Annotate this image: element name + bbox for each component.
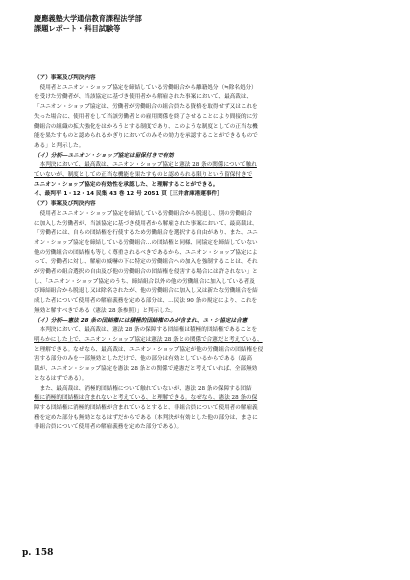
- text-line: って、労働者に対し、解雇の威嚇の下に特定の労働組合への加入を強制することは、それ: [34, 259, 258, 266]
- text-line: ある」と判示した。: [34, 142, 85, 149]
- text-line: 成した者について使用者の解雇義務を定める部分は、…民法 90 条の規定により、これを: [34, 298, 258, 305]
- text-line: となるはずである）。: [34, 375, 88, 382]
- text-line: 務を定めた部分も無効となるはずだからである（本判決が有効とした他の部分は、まさに: [34, 414, 258, 421]
- document-header: [34, 14, 142, 34]
- text-line: 「ユニオン・ショップ協定は、労働者が労働組合の組合員たる資格を取得せず又はこれを: [34, 104, 258, 111]
- text-line: ていないが、制度としての正当な機能を果たすものと認められる限りという留保付きで: [34, 172, 253, 179]
- text-line: と理解できる。なぜなら、最高裁は、ユニオン・ショップ協定が他の労働組合の団結権を侵: [34, 346, 264, 353]
- text-line: 障する団結権に消極的団結権が含まれているとすると、非組合員について使用者の解雇義: [34, 404, 258, 411]
- text-line: 無効と解すべきである（憲法 28 条参照）」と判示した。: [34, 307, 177, 314]
- text-line: ユニオン・ショップ協定の有効性を承認した、と理解することができる。: [34, 181, 219, 188]
- case-heading: イ、最判平 1・12・14 民集 43 巻 12 号 2051 頁［三井倉庫港運事件］: [34, 191, 223, 198]
- text-line: オン・ショップ協定を締結している労働組合…の団結権と同様、同協定を締結していない: [34, 239, 258, 246]
- text-line: 使用者とユニオン・ショップ協定を締結している労働組合から脱退し、別の労働組合: [39, 210, 253, 217]
- page-number: p. 158: [22, 548, 54, 558]
- text-line: 明らかにした上で、ユニオン・ショップ協定は憲法 28 条との関係で合憲だと考えている、: [34, 336, 263, 343]
- text-line: 本判決において、最高裁は、憲法 28 条の保障する団結権は積極的団結権であることを: [39, 327, 258, 334]
- university-name: 慶應義塾大学通信教育課程法学部: [34, 14, 142, 23]
- section-heading: （ア）事案及び判決内容: [34, 75, 96, 81]
- text-line: 使用者とユニオン・ショップ協定を締結している労働組合から離籍処分（≒除名処分）: [39, 84, 257, 91]
- text-line: を受けた労働者が、当該協定に基づき使用者から解雇された事案において、最高裁は、: [34, 94, 253, 101]
- document-body: [34, 74, 378, 433]
- text-line: 「労働者には、自らの団結権を行使するため労働組合を選択する自由があり、また、ユニ: [34, 230, 258, 237]
- text-line: に加入した労働者が、当該協定に基づき使用者から解雇された事案において、最高裁は、: [34, 220, 258, 227]
- report-title: 課題レポート・科目試験等: [34, 24, 121, 33]
- text-line: び締結組合から脱退し又は除名されたが、他の労働組合に加入し又は新たな労働組合を結: [34, 288, 258, 295]
- section-heading: （イ）分析―ユニオン・ショップ協定は留保付きで有効: [34, 152, 174, 159]
- text-line: 非組合員について使用者の解雇義務を定めた部分である）。: [34, 424, 183, 431]
- text-line: 権に消極的団結権は含まれないと考えている、と理解できる。なぜなら、憲法 28 条の保: [34, 395, 258, 402]
- text-line: 能を果たすものと認められるかぎりにおいてのみその効力を承認することができるもので: [34, 133, 258, 140]
- text-line: 害する部分のみを一部無効としただけで、他の部分は有効としているからである（最高: [34, 356, 252, 363]
- text-line: また、最高裁は、消極的団結権について触れていないが、憲法 28 条の保障する団結: [39, 385, 252, 392]
- text-line: 裁が、ユニオン・ショップ協定を憲法 28 条との関係で違憲だと考えていれば、全部無効: [34, 366, 258, 373]
- section-heading: （ア）事案及び判決内容: [34, 201, 96, 208]
- text-line: し、「ユニオン・ショップ協定のうち、締結組合以外の他の労働組合に加入している者及: [34, 278, 255, 285]
- text-line: が労働者の組合選択の自由及び他の労働組合の団結権を侵害する場合には許されない」と: [34, 269, 258, 276]
- section-heading: （イ）分析―憲法 28 条の団結権には積極的団結権のみが含まれ、ユ・シ協定は合憲: [34, 317, 248, 324]
- text-line: 本判決において、最高裁は、ユニオン・ショップ協定と憲法 28 条の関係について触れ: [39, 162, 257, 169]
- text-line: 他の労働組合の団結権も等しく尊重されるべきであるから、ユニオン・ショップ協定によ: [34, 249, 258, 256]
- text-line: 働組合の組織の拡大強化をはかろうとする制度であり、このような制度としての正当な機: [34, 123, 258, 130]
- text-line: 失った場合に、使用者をして当該労働者との雇用関係を終了させることにより間接的に労: [34, 113, 258, 120]
